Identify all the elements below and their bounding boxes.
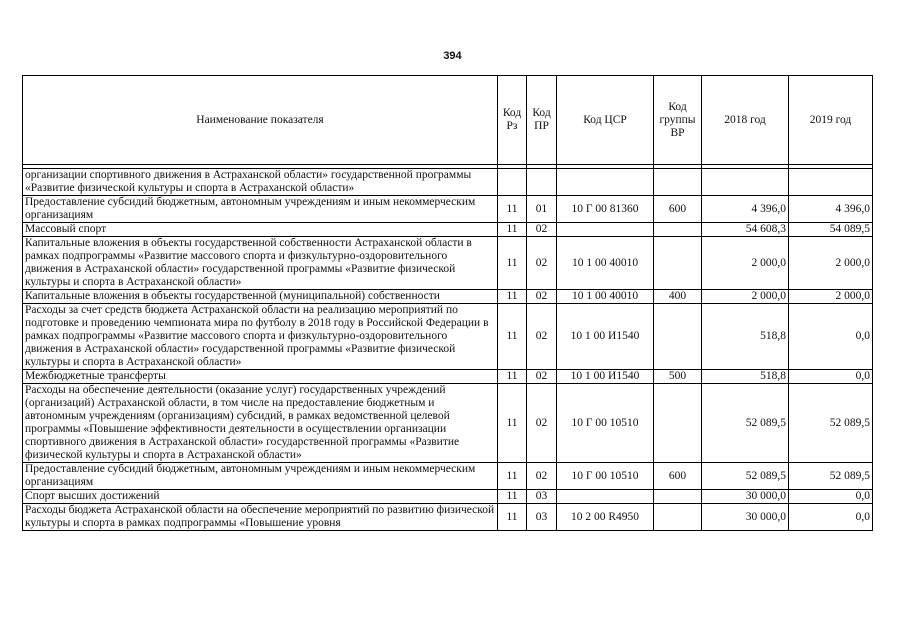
cell-pr: 01 [527,196,557,223]
cell-y2018: 2 000,0 [702,237,789,290]
cell-csr: 10 2 00 R4950 [557,504,654,531]
cell-name: Расходы на обеспечение деятельности (оказание услуг) государственных учреждений (организаций) Астраханской области, в том числе на предоставление бюджетным и автономным учреждениям (организациям) субсидий, в рамках ведомственной целевой программы «Повышение эффективности деятельности в осуществлении организации спортивного движения в Астраханской области» государственной программы «Развитие физической культуры и спорта в Астраханской области» [23,384,498,463]
cell-y2019: 54 089,5 [789,223,873,237]
cell-y2019: 0,0 [789,304,873,370]
header-rz: Код Рз [498,76,527,165]
cell-y2019: 52 089,5 [789,463,873,490]
cell-pr: 03 [527,490,557,504]
cell-csr: 10 1 00 И1540 [557,370,654,384]
cell-y2019: 0,0 [789,490,873,504]
cell-csr [557,223,654,237]
cell-name: Расходы бюджета Астраханской области на обеспечение мероприятий по развитию физической культуры и спорта в рамках подпрограммы «Повышение уровня [23,504,498,531]
cell-y2019: 2 000,0 [789,290,873,304]
cell-vr [654,237,702,290]
header-row [23,76,873,165]
cell-rz: 11 [498,490,527,504]
table-row [23,463,873,490]
cell-vr [654,384,702,463]
cell-name: Предоставление субсидий бюджетным, автономным учреждениям и иным некоммерческим организациям [23,196,498,223]
header-pr: Код ПР [527,76,557,165]
cell-rz: 11 [498,290,527,304]
cell-y2018: 52 089,5 [702,463,789,490]
cell-y2019: 52 089,5 [789,384,873,463]
cell-y2019 [789,169,873,196]
cell-y2018: 2 000,0 [702,290,789,304]
table-row [23,304,873,370]
cell-y2019: 0,0 [789,370,873,384]
cell-rz: 11 [498,196,527,223]
cell-y2019: 4 396,0 [789,196,873,223]
header-2019: 2019 год [789,76,873,165]
cell-y2018: 54 608,3 [702,223,789,237]
table-row [23,237,873,290]
cell-csr [557,169,654,196]
cell-name: Спорт высших достижений [23,490,498,504]
table-row [23,490,873,504]
table-row [23,370,873,384]
table-row [23,169,873,196]
cell-pr: 02 [527,304,557,370]
cell-pr: 02 [527,223,557,237]
cell-csr: 10 1 00 И1540 [557,304,654,370]
cell-name: Межбюджетные трансферты [23,370,498,384]
cell-csr [557,490,654,504]
cell-rz: 11 [498,463,527,490]
cell-vr [654,169,702,196]
cell-rz: 11 [498,237,527,290]
cell-pr: 02 [527,463,557,490]
cell-y2018: 52 089,5 [702,384,789,463]
cell-y2018: 4 396,0 [702,196,789,223]
cell-y2018: 30 000,0 [702,504,789,531]
cell-rz: 11 [498,370,527,384]
budget-table [22,75,873,531]
cell-rz: 11 [498,384,527,463]
cell-csr: 10 Г 00 10510 [557,384,654,463]
cell-name: организации спортивного движения в Астраханской области» государственной программы «Развитие физической культуры и спорта в Астраханской области» [23,169,498,196]
cell-csr: 10 1 00 40010 [557,290,654,304]
table-row [23,223,873,237]
table-row [23,384,873,463]
cell-pr: 02 [527,290,557,304]
cell-vr [654,223,702,237]
table-row [23,290,873,304]
cell-vr: 400 [654,290,702,304]
cell-name: Капитальные вложения в объекты государственной (муниципальной) собственности [23,290,498,304]
cell-name: Массовый спорт [23,223,498,237]
cell-name: Расходы за счет средств бюджета Астраханской области на реализацию мероприятий по подготовке и проведению чемпионата мира по футболу в 2018 году в Российской Федерации в рамках подпрограммы «Развитие массового спорта и физкультурно-оздоровительного движения в Астраханской области» государственной программы «Развитие физической культуры и спорта в Астраханской области» [23,304,498,370]
table-row [23,196,873,223]
cell-y2018 [702,169,789,196]
cell-rz [498,169,527,196]
cell-csr: 10 Г 00 81360 [557,196,654,223]
cell-vr: 500 [654,370,702,384]
page-number: 394 [443,50,462,62]
cell-vr [654,504,702,531]
table-row [23,504,873,531]
cell-name: Предоставление субсидий бюджетным, автономным учреждениям и иным некоммерческим организациям [23,463,498,490]
cell-pr: 02 [527,237,557,290]
cell-y2019: 2 000,0 [789,237,873,290]
header-2018: 2018 год [702,76,789,165]
table-body [23,169,873,531]
cell-y2019: 0,0 [789,504,873,531]
cell-name: Капитальные вложения в объекты государственной собственности Астраханской области в рамках подпрограммы «Развитие массового спорта и физкультурно-оздоровительного движения в Астраханской области» государственной программы «Развитие физической культуры и спорта в Астраханской области» [23,237,498,290]
cell-vr: 600 [654,196,702,223]
header-vr: Код группы ВР [654,76,702,165]
cell-y2018: 518,8 [702,370,789,384]
cell-pr: 02 [527,370,557,384]
cell-csr: 10 Г 00 10510 [557,463,654,490]
cell-csr: 10 1 00 40010 [557,237,654,290]
cell-y2018: 30 000,0 [702,490,789,504]
header-name: Наименование показателя [23,76,498,165]
cell-rz: 11 [498,304,527,370]
cell-vr: 600 [654,463,702,490]
cell-y2018: 518,8 [702,304,789,370]
cell-pr [527,169,557,196]
cell-pr: 02 [527,384,557,463]
cell-rz: 11 [498,504,527,531]
cell-rz: 11 [498,223,527,237]
cell-vr [654,490,702,504]
cell-vr [654,304,702,370]
header-csr: Код ЦСР [557,76,654,165]
cell-pr: 03 [527,504,557,531]
